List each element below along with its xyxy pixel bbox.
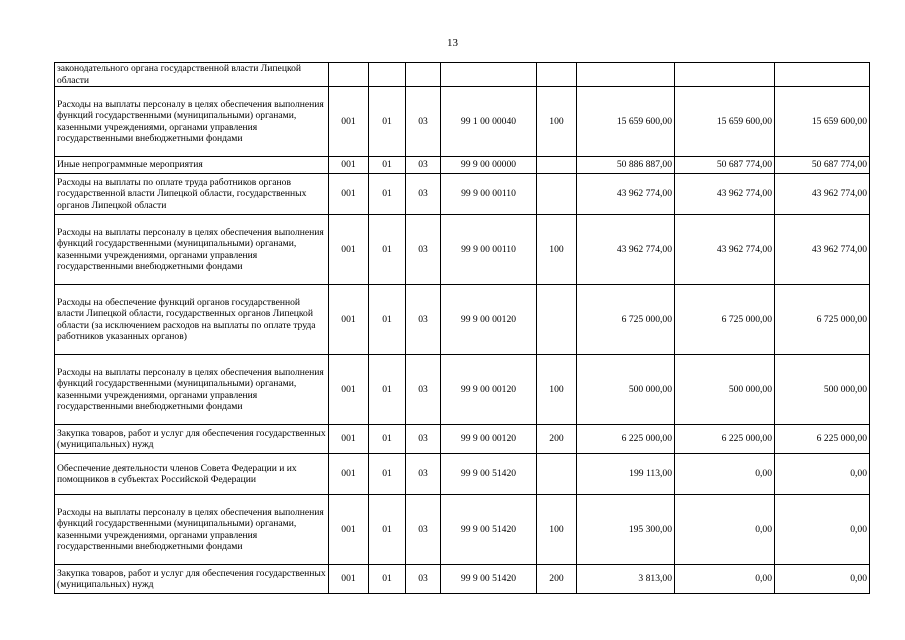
expense-type-code-cell [537, 174, 577, 215]
amount-year-1-cell: 199 113,00 [577, 454, 675, 495]
table-row [55, 495, 870, 565]
expense-name-cell: Расходы на выплаты по оплате труда работников органов государственной власти Липецкой области, государственных органов Липецкой области [55, 174, 329, 215]
section-code-cell: 01 [369, 454, 406, 495]
section-code-cell: 01 [369, 565, 406, 594]
amount-year-3-cell: 0,00 [775, 565, 870, 594]
department-code-cell: 001 [329, 565, 369, 594]
expense-type-code-cell [537, 285, 577, 355]
target-item-code-cell: 99 1 00 00040 [441, 87, 537, 157]
amount-year-3-cell: 43 962 774,00 [775, 215, 870, 285]
subsection-code-cell: 03 [406, 87, 441, 157]
target-item-code-cell: 99 9 00 00120 [441, 425, 537, 454]
expense-type-code-cell: 200 [537, 425, 577, 454]
amount-year-3-cell: 500 000,00 [775, 355, 870, 425]
subsection-code-cell [406, 63, 441, 87]
section-code-cell: 01 [369, 87, 406, 157]
budget-expenditure-table [54, 62, 870, 594]
amount-year-2-cell: 6 725 000,00 [675, 285, 775, 355]
subsection-code-cell: 03 [406, 565, 441, 594]
target-item-code-cell: 99 9 00 00110 [441, 215, 537, 285]
amount-year-3-cell: 0,00 [775, 495, 870, 565]
department-code-cell: 001 [329, 285, 369, 355]
amount-year-3-cell: 6 225 000,00 [775, 425, 870, 454]
table-row [55, 425, 870, 454]
expense-name-cell: законодательного органа государственной власти Липецкой области [55, 63, 329, 87]
department-code-cell: 001 [329, 495, 369, 565]
page-number: 13 [447, 37, 458, 49]
expense-name-cell: Расходы на выплаты персоналу в целях обеспечения выполнения функций государственными (муниципальными) органами, казенными учреждениями, органами управления государственными внебюджетными фондами [55, 87, 329, 157]
table-row [55, 454, 870, 495]
table-row [55, 285, 870, 355]
expense-type-code-cell: 100 [537, 215, 577, 285]
department-code-cell: 001 [329, 157, 369, 174]
target-item-code-cell: 99 9 00 00110 [441, 174, 537, 215]
section-code-cell: 01 [369, 285, 406, 355]
amount-year-1-cell: 43 962 774,00 [577, 215, 675, 285]
amount-year-2-cell: 0,00 [675, 565, 775, 594]
table-row [55, 215, 870, 285]
target-item-code-cell: 99 9 00 00120 [441, 355, 537, 425]
amount-year-1-cell: 3 813,00 [577, 565, 675, 594]
amount-year-3-cell: 43 962 774,00 [775, 174, 870, 215]
amount-year-3-cell: 6 725 000,00 [775, 285, 870, 355]
amount-year-1-cell: 500 000,00 [577, 355, 675, 425]
amount-year-1-cell [577, 63, 675, 87]
expense-type-code-cell [537, 63, 577, 87]
target-item-code-cell: 99 9 00 00000 [441, 157, 537, 174]
amount-year-3-cell: 15 659 600,00 [775, 87, 870, 157]
expense-name-cell: Расходы на выплаты персоналу в целях обеспечения выполнения функций государственными (муниципальными) органами, казенными учреждениями, органами управления государственными внебюджетными фондами [55, 355, 329, 425]
amount-year-2-cell: 0,00 [675, 495, 775, 565]
target-item-code-cell: 99 9 00 51420 [441, 495, 537, 565]
amount-year-3-cell: 50 687 774,00 [775, 157, 870, 174]
department-code-cell: 001 [329, 454, 369, 495]
amount-year-3-cell: 0,00 [775, 454, 870, 495]
table-row [55, 63, 870, 87]
amount-year-1-cell: 43 962 774,00 [577, 174, 675, 215]
table-row [55, 174, 870, 215]
department-code-cell [329, 63, 369, 87]
section-code-cell: 01 [369, 157, 406, 174]
amount-year-2-cell: 500 000,00 [675, 355, 775, 425]
subsection-code-cell: 03 [406, 215, 441, 285]
department-code-cell: 001 [329, 355, 369, 425]
table-row [55, 565, 870, 594]
expense-type-code-cell: 100 [537, 355, 577, 425]
department-code-cell: 001 [329, 174, 369, 215]
section-code-cell: 01 [369, 215, 406, 285]
amount-year-1-cell: 50 886 887,00 [577, 157, 675, 174]
section-code-cell: 01 [369, 174, 406, 215]
amount-year-1-cell: 15 659 600,00 [577, 87, 675, 157]
amount-year-2-cell: 43 962 774,00 [675, 174, 775, 215]
amount-year-2-cell [675, 63, 775, 87]
section-code-cell [369, 63, 406, 87]
section-code-cell: 01 [369, 355, 406, 425]
subsection-code-cell: 03 [406, 157, 441, 174]
expense-name-cell: Закупка товаров, работ и услуг для обеспечения государственных (муниципальных) нужд [55, 565, 329, 594]
subsection-code-cell: 03 [406, 454, 441, 495]
amount-year-2-cell: 43 962 774,00 [675, 215, 775, 285]
expense-name-cell: Расходы на выплаты персоналу в целях обеспечения выполнения функций государственными (муниципальными) органами, казенными учреждениями, органами управления государственными внебюджетными фондами [55, 215, 329, 285]
section-code-cell: 01 [369, 495, 406, 565]
table-row [55, 157, 870, 174]
expense-name-cell: Закупка товаров, работ и услуг для обеспечения государственных (муниципальных) нужд [55, 425, 329, 454]
expense-type-code-cell: 100 [537, 495, 577, 565]
expense-type-code-cell: 100 [537, 87, 577, 157]
expense-name-cell: Расходы на обеспечение функций органов государственной власти Липецкой области, государственных органов Липецкой области (за исключением расходов на выплаты по оплате труда работников указанных органов) [55, 285, 329, 355]
amount-year-1-cell: 195 300,00 [577, 495, 675, 565]
department-code-cell: 001 [329, 87, 369, 157]
amount-year-2-cell: 0,00 [675, 454, 775, 495]
amount-year-2-cell: 6 225 000,00 [675, 425, 775, 454]
amount-year-1-cell: 6 725 000,00 [577, 285, 675, 355]
target-item-code-cell: 99 9 00 00120 [441, 285, 537, 355]
amount-year-2-cell: 50 687 774,00 [675, 157, 775, 174]
subsection-code-cell: 03 [406, 355, 441, 425]
subsection-code-cell: 03 [406, 174, 441, 215]
target-item-code-cell: 99 9 00 51420 [441, 454, 537, 495]
target-item-code-cell: 99 9 00 51420 [441, 565, 537, 594]
expense-name-cell: Иные непрограммные мероприятия [55, 157, 329, 174]
target-item-code-cell [441, 63, 537, 87]
table-row [55, 355, 870, 425]
department-code-cell: 001 [329, 425, 369, 454]
expense-type-code-cell [537, 157, 577, 174]
amount-year-3-cell [775, 63, 870, 87]
expense-name-cell: Расходы на выплаты персоналу в целях обеспечения выполнения функций государственными (муниципальными) органами, казенными учреждениями, органами управления государственными внебюджетными фондами [55, 495, 329, 565]
subsection-code-cell: 03 [406, 285, 441, 355]
section-code-cell: 01 [369, 425, 406, 454]
amount-year-2-cell: 15 659 600,00 [675, 87, 775, 157]
expense-type-code-cell [537, 454, 577, 495]
subsection-code-cell: 03 [406, 495, 441, 565]
subsection-code-cell: 03 [406, 425, 441, 454]
department-code-cell: 001 [329, 215, 369, 285]
amount-year-1-cell: 6 225 000,00 [577, 425, 675, 454]
table-row [55, 87, 870, 157]
expense-type-code-cell: 200 [537, 565, 577, 594]
expense-name-cell: Обеспечение деятельности членов Совета Федерации и их помощников в субъектах Российской Федерации [55, 454, 329, 495]
